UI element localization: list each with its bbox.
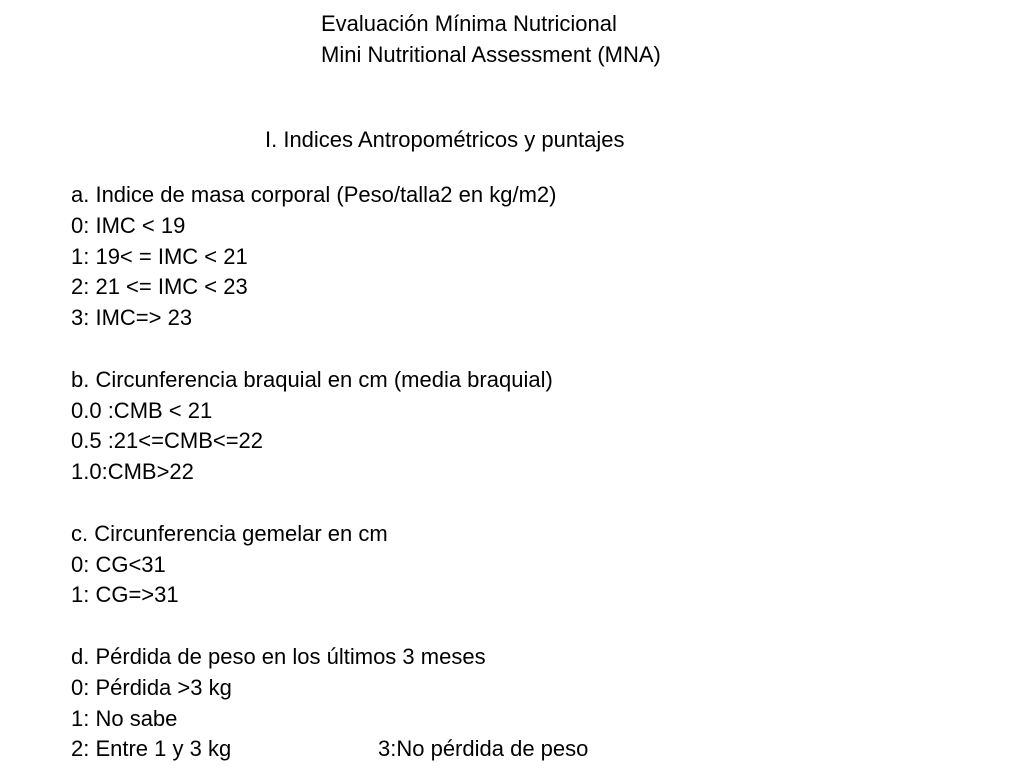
item-a-option-1: 1: 19< = IMC < 21 xyxy=(71,243,248,269)
content-body xyxy=(71,180,589,765)
item-d-option-3: 3:No pérdida de peso xyxy=(378,736,589,762)
item-d-option-2: 2: Entre 1 y 3 kg xyxy=(71,736,232,762)
item-d-heading: d. Pérdida de peso en los últimos 3 meses xyxy=(71,643,486,669)
item-b-option-1: 0.5 :21<=CMB<=22 xyxy=(71,428,264,454)
item-b-option-0: 0.0 :CMB < 21 xyxy=(71,397,213,423)
item-d-option-0: 0: Pérdida >3 kg xyxy=(71,674,232,700)
section-title: I. Indices Antropométricos y puntajes xyxy=(265,127,625,152)
item-a-option-0: 0: IMC < 19 xyxy=(71,212,186,238)
item-d-last-row xyxy=(71,734,589,765)
title-block xyxy=(321,8,661,70)
item-b-option-2: 1.0:CMB>22 xyxy=(71,459,194,485)
spacer xyxy=(71,611,556,642)
title-english: Mini Nutritional Assessment (MNA) xyxy=(321,42,661,67)
item-c-option-1: 1: CG=>31 xyxy=(71,582,179,608)
item-c-option-0: 0: CG<31 xyxy=(71,551,166,577)
item-a-option-3: 3: IMC=> 23 xyxy=(71,305,193,331)
item-a-heading: a. Indice de masa corporal (Peso/talla2 en kg/m2) xyxy=(71,182,557,207)
title-spanish: Evaluación Mínima Nutricional xyxy=(321,11,617,36)
item-c-heading: c. Circunferencia gemelar en cm xyxy=(71,520,388,546)
spacer xyxy=(71,334,556,365)
item-d-option-1: 1: No sabe xyxy=(71,705,178,731)
item-a-option-2: 2: 21 <= IMC < 23 xyxy=(71,274,248,300)
item-b-heading: b. Circunferencia braquial en cm (media braquial) xyxy=(71,366,553,392)
spacer xyxy=(71,488,556,519)
